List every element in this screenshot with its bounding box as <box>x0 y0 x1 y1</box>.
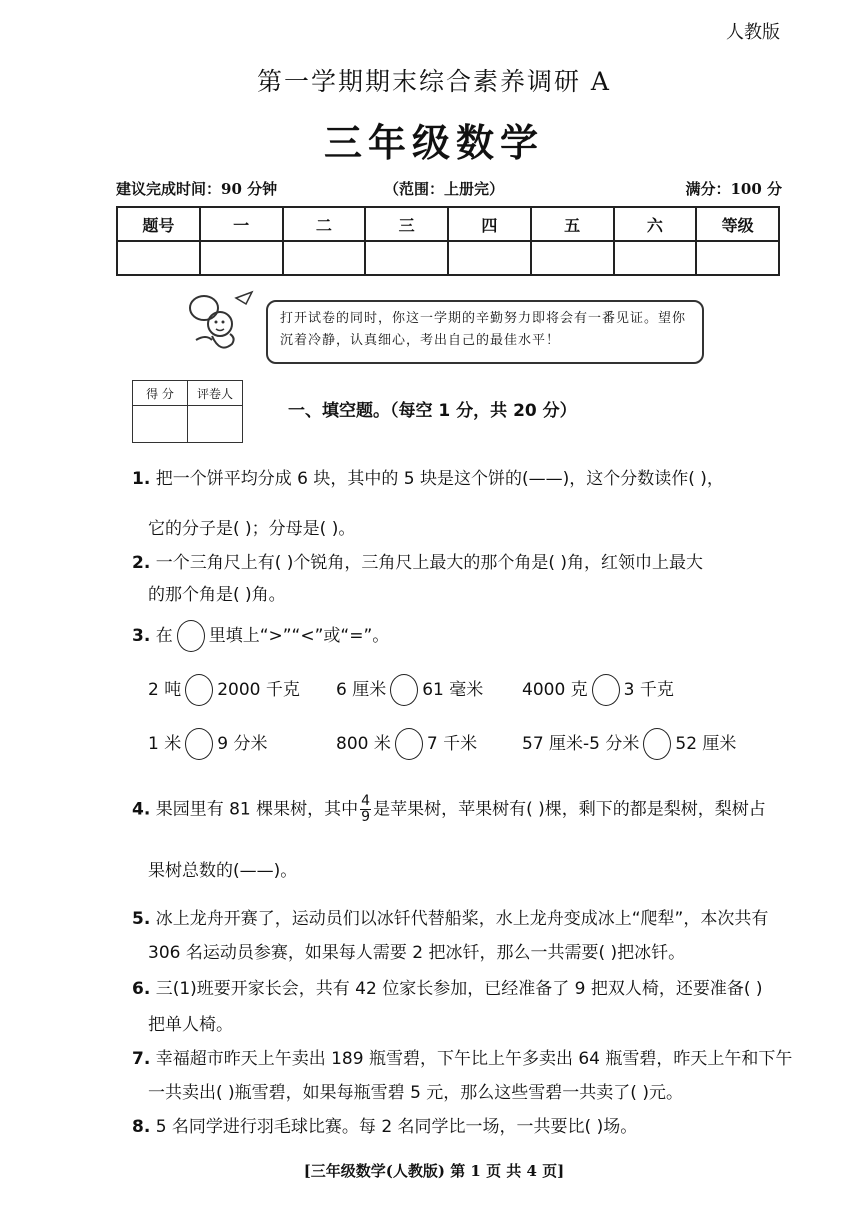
question-5-line-1 <box>132 904 768 929</box>
comparison-circle[interactable] <box>185 728 213 760</box>
comparison-item <box>148 674 300 706</box>
grader-reviewer-cell[interactable] <box>188 406 243 443</box>
fraction-numerator: 4 <box>361 793 371 809</box>
question-number: 5. <box>132 909 151 929</box>
encouragement-banner: 打开试卷的同时，你这一学期的辛勤努力即将会有一番见证。望你沉着冷静，认真细心，考出自己的最佳水平！ <box>266 300 704 364</box>
score-header-cell: 五 <box>531 207 614 241</box>
subject-title: 三年级数学 <box>323 121 544 165</box>
question-2-line-2: 的那个角是( )角。 <box>148 585 286 605</box>
time-info: 建议完成时间：90 分钟 <box>116 180 278 198</box>
question-text: 在 <box>155 626 173 646</box>
comparison-circle[interactable] <box>395 728 423 760</box>
score-cell[interactable] <box>448 241 531 275</box>
question-number: 8. <box>132 1117 151 1137</box>
comparison-item <box>148 728 267 760</box>
comparison-circle[interactable] <box>185 674 213 706</box>
score-header-cell: 六 <box>614 207 697 241</box>
comparison-right: 7 千米 <box>426 734 478 754</box>
score-cell[interactable] <box>283 241 366 275</box>
comparison-item <box>336 674 483 706</box>
question-text: 冰上龙舟开赛了，运动员们以冰钎代替船桨，水上龙舟变成冰上“爬犁”，本次共有 <box>155 909 769 929</box>
score-cell[interactable] <box>614 241 697 275</box>
question-6-line-1 <box>132 974 763 999</box>
exam-title: 第一学期期末综合素养调研 A <box>256 67 611 96</box>
comparison-right: 9 分米 <box>217 734 268 754</box>
comparison-circle[interactable] <box>643 728 671 760</box>
question-text: 幸福超市昨天上午卖出 189 瓶雪碧，下午比上午多卖出 64 瓶雪碧，昨天上午和下午 <box>155 1049 793 1069</box>
question-text: 是苹果树，苹果树有( )棵，剩下的都是梨树，梨树占 <box>373 799 766 820</box>
comparison-item <box>522 728 736 760</box>
question-1-line-1 <box>132 464 724 489</box>
fraction-denominator: 9 <box>361 809 371 825</box>
score-header-cell: 二 <box>283 207 366 241</box>
question-8-line-1 <box>132 1112 637 1137</box>
question-text: 把一个饼平均分成 6 块，其中的 5 块是这个饼的(——)，这个分数读作( )， <box>155 469 724 489</box>
score-header-cell: 一 <box>200 207 283 241</box>
comparison-left: 2 吨 <box>148 680 182 700</box>
comparison-left: 6 厘米 <box>336 680 387 700</box>
comparison-right: 2000 千克 <box>217 680 300 700</box>
question-4-line-2: 果树总数的(——)。 <box>148 861 298 881</box>
fraction <box>360 794 371 825</box>
grader-reviewer-label: 评卷人 <box>188 381 243 406</box>
score-cell[interactable] <box>365 241 448 275</box>
score-header-cell: 四 <box>448 207 531 241</box>
score-cell[interactable] <box>200 241 283 275</box>
question-6-line-2: 把单人椅。 <box>148 1015 233 1035</box>
question-number: 2. <box>132 553 151 573</box>
comparison-item <box>522 674 674 706</box>
score-cell[interactable] <box>531 241 614 275</box>
question-1-line-2: 它的分子是( )；分母是( )。 <box>148 519 356 539</box>
question-5-line-2: 306 名运动员参赛，如果每人需要 2 把冰钎，那么一共需要( )把冰钎。 <box>148 943 686 963</box>
question-4-line-1 <box>132 794 766 825</box>
question-number: 3. <box>132 626 151 646</box>
comparison-left: 4000 克 <box>522 680 588 700</box>
question-2-line-1 <box>132 548 703 573</box>
comparison-circle <box>177 620 205 652</box>
score-header-cell: 题号 <box>117 207 200 241</box>
score-cell[interactable] <box>696 241 779 275</box>
comparison-left: 57 厘米-5 分米 <box>522 734 640 754</box>
question-text: 里填上“>”“<”或“=”。 <box>208 626 390 646</box>
comparison-circle[interactable] <box>390 674 418 706</box>
question-text: 一个三角尺上有( )个锐角，三角尺上最大的那个角是( )角，红领巾上最大 <box>155 553 704 573</box>
question-7-line-2: 一共卖出( )瓶雪碧，如果每瓶雪碧 5 元，那么这些雪碧一共卖了( )元。 <box>148 1083 683 1103</box>
grader-score-label: 得 分 <box>133 381 188 406</box>
comparison-right: 3 千克 <box>623 680 674 700</box>
score-header-cell: 三 <box>365 207 448 241</box>
grader-box <box>132 380 243 443</box>
question-3-line-1 <box>132 620 389 652</box>
comparison-right: 52 厘米 <box>675 734 737 754</box>
question-number: 4. <box>132 799 151 820</box>
score-header-cell: 等级 <box>696 207 779 241</box>
score-cell[interactable] <box>117 241 200 275</box>
page-footer: [三年级数学(人教版) 第 1 页 共 4 页] <box>303 1162 565 1180</box>
question-text: 果园里有 81 棵果树，其中 <box>155 799 359 820</box>
comparison-item <box>336 728 477 760</box>
question-text: 5 名同学进行羽毛球比赛。每 2 名同学比一场，一共要比( )场。 <box>155 1117 638 1137</box>
angel-mascot-icon <box>176 284 256 364</box>
comparison-circle[interactable] <box>592 674 620 706</box>
edition-label: 人教版 <box>726 22 780 43</box>
score-table-header-row <box>117 207 779 241</box>
comparison-right: 61 毫米 <box>422 680 484 700</box>
full-score-info: 满分：100 分 <box>685 180 782 198</box>
question-number: 7. <box>132 1049 151 1069</box>
section-1-title: 一、填空题。（每空 1 分，共 20 分） <box>288 401 577 421</box>
question-text: 三(1)班要开家长会，共有 42 位家长参加，已经准备了 9 把双人椅，还要准备( ) <box>155 979 763 999</box>
comparison-left: 1 米 <box>148 734 182 754</box>
score-table-blank-row <box>117 241 779 275</box>
question-7-line-1 <box>132 1044 792 1069</box>
question-number: 1. <box>132 469 151 489</box>
range-info: （范围：上册完） <box>384 180 505 198</box>
comparison-left: 800 米 <box>336 734 391 754</box>
score-table <box>116 206 780 276</box>
question-number: 6. <box>132 979 151 999</box>
grader-score-cell[interactable] <box>133 406 188 443</box>
